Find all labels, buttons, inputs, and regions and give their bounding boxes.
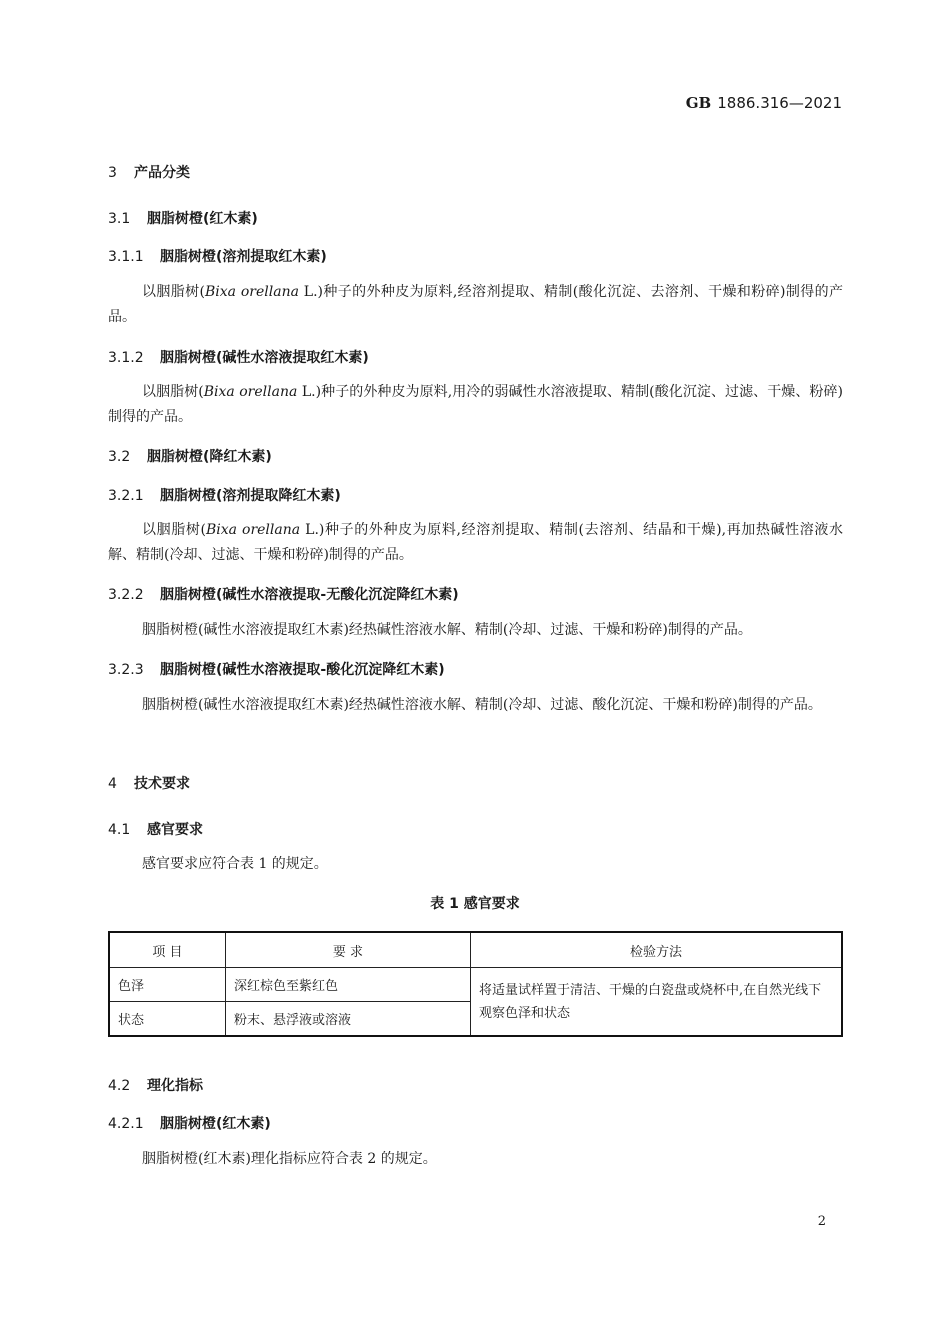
table-row — [109, 968, 842, 1002]
standard-code: GB — [685, 94, 712, 112]
section-4-2-1-heading: 4.2.1 胭脂树橙(红木素) — [108, 1116, 271, 1132]
section-4-1-heading: 4.1 感官要求 — [108, 822, 203, 838]
section-3-1-1-heading: 3.1.1 胭脂树橙(溶剂提取红木素) — [108, 249, 327, 265]
section-3-2-heading: 3.2 胭脂树橙(降红木素) — [108, 449, 272, 465]
section-3-1-1-paragraph: 以胭脂树(Bixa orellana L.)种子的外种皮为原料,经溶剂提取、精制(酸化沉淀、去溶剂、干燥和粉碎)制得的产品。 — [108, 284, 844, 325]
section-3-2-1-heading: 3.2.1 胭脂树橙(溶剂提取降红木素) — [108, 488, 341, 504]
sensory-requirements-table — [108, 931, 843, 1037]
latin-name: Bixa orellana — [203, 384, 298, 400]
section-3-1-2-paragraph: 以胭脂树(Bixa orellana L.)种子的外种皮为原料,用冷的弱碱性水溶液提取、精制(酸化沉淀、过滤、干燥、粉碎)制得的产品。 — [108, 384, 844, 425]
column-header-requirement: 要 求 — [226, 932, 471, 968]
cell-requirement: 深红棕色至紫红色 — [226, 968, 471, 1002]
table-1-caption: 表 1 感官要求 — [430, 896, 520, 912]
latin-name: Bixa orellana — [205, 522, 301, 538]
section-4-heading: 4 技术要求 — [108, 776, 190, 792]
section-3-2-2-paragraph: 胭脂树橙(碱性水溶液提取红木素)经热碱性溶液水解、精制(冷却、过滤、干燥和粉碎)制得的产品。 — [142, 622, 752, 638]
standard-number: 1886.316—2021 — [717, 94, 842, 112]
table-header-row — [109, 932, 842, 968]
cell-requirement: 粉末、悬浮液或溶液 — [226, 1002, 471, 1037]
section-4-2-1-paragraph: 胭脂树橙(红木素)理化指标应符合表 2 的规定。 — [142, 1151, 437, 1167]
section-3-1-heading: 3.1 胭脂树橙(红木素) — [108, 211, 258, 227]
column-header-method: 检验方法 — [471, 932, 843, 968]
section-3-heading: 3 产品分类 — [108, 165, 190, 181]
section-3-1-2-heading: 3.1.2 胭脂树橙(碱性水溶液提取红木素) — [108, 350, 369, 366]
cell-method: 将适量试样置于清洁、干燥的白瓷盘或烧杯中,在自然光线下观察色泽和状态 — [471, 968, 843, 1037]
cell-item: 色泽 — [109, 968, 226, 1002]
section-3-2-2-heading: 3.2.2 胭脂树橙(碱性水溶液提取-无酸化沉淀降红木素) — [108, 587, 459, 603]
column-header-item: 项 目 — [109, 932, 226, 968]
section-4-1-paragraph: 感官要求应符合表 1 的规定。 — [142, 856, 328, 872]
section-3-2-3-heading: 3.2.3 胭脂树橙(碱性水溶液提取-酸化沉淀降红木素) — [108, 662, 445, 678]
latin-name: Bixa orellana — [205, 284, 299, 300]
page-header — [686, 94, 842, 112]
section-3-2-3-paragraph: 胭脂树橙(碱性水溶液提取红木素)经热碱性溶液水解、精制(冷却、过滤、酸化沉淀、干燥和粉碎)制得的产品。 — [142, 697, 822, 713]
cell-item: 状态 — [109, 1002, 226, 1037]
section-4-2-heading: 4.2 理化指标 — [108, 1078, 203, 1094]
page-number: 2 — [817, 1214, 826, 1229]
section-3-2-1-paragraph: 以胭脂树(Bixa orellana L.)种子的外种皮为原料,经溶剂提取、精制(去溶剂、结晶和干燥),再加热碱性溶液水解、精制(冷却、过滤、干燥和粉碎)制得的产品。 — [108, 522, 844, 563]
